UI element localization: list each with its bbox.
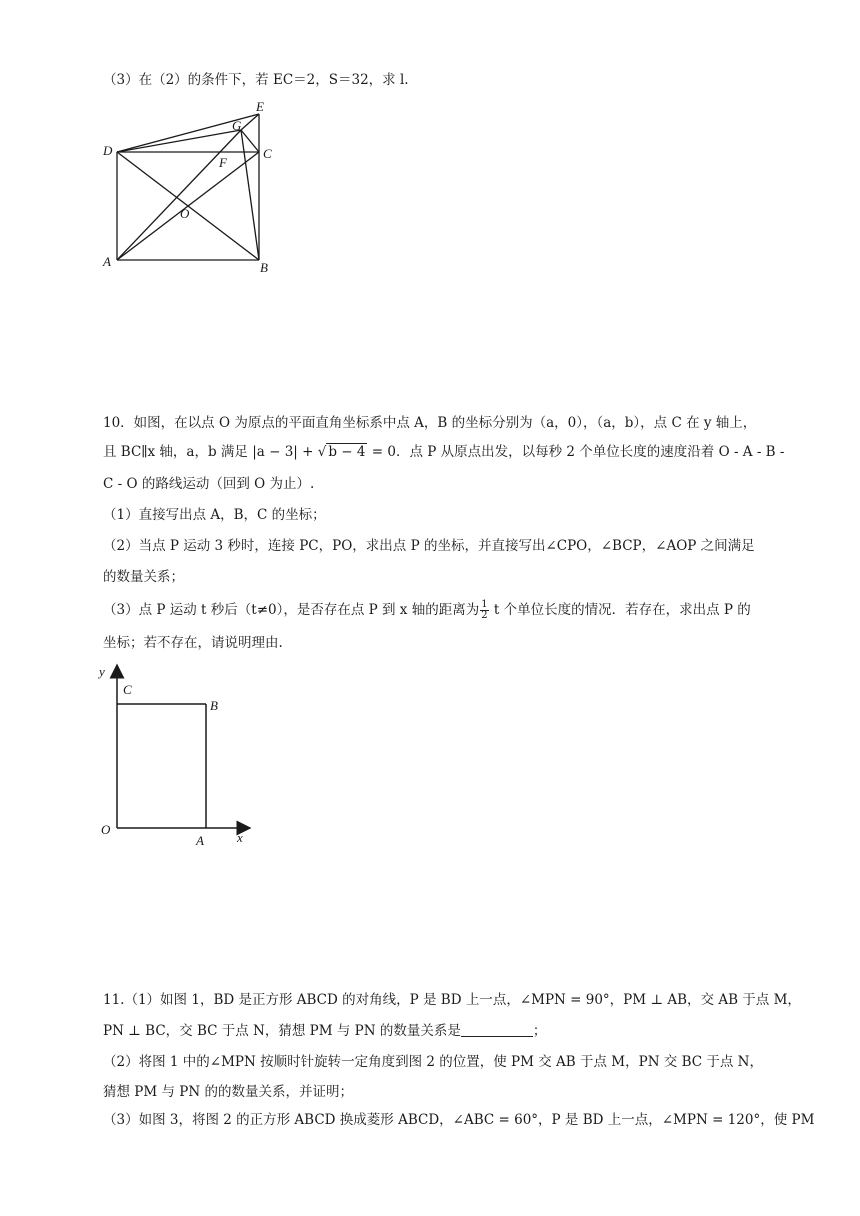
segment-AG	[117, 130, 241, 260]
label-O: O	[101, 822, 111, 837]
label-C: C	[123, 682, 132, 697]
label-B: B	[210, 698, 218, 713]
answer-blank[interactable]	[461, 1022, 533, 1037]
label-A: A	[196, 833, 204, 848]
q10-part3a: （3）点 P 运动 t 秒后（t≠0），是否存在点 P 到 x 轴的距离为 $\frac{1}{2}$ t 个单位长度的情况．若存在，求出点 P 的	[103, 599, 751, 621]
label-B: B	[260, 260, 268, 275]
q10-part2b: 的数量关系；	[103, 569, 184, 585]
label-O: O	[180, 206, 190, 221]
label-F: F	[219, 155, 227, 170]
label-D: D	[103, 143, 113, 158]
label-A: A	[103, 254, 111, 269]
sqrt-term: b − 4	[328, 444, 366, 460]
q10-line2: 且 BC∥x 轴，a，b 满足 |a − 3| + √ b − 4 = 0．点 P 从原点出发，以每秒 2 个单位长度的速度沿着 O - A - B -	[103, 444, 785, 460]
q10-line1: 10．如图，在以点 O 为原点的平面直角坐标系中点 A，B 的坐标分别为（a，0），（a，b），点 C 在 y 轴上，	[103, 415, 757, 431]
q11-part3: （3）如图 3，将图 2 的正方形 ABCD 换成菱形 ABCD，∠ABC = 60°，P 是 BD 上一点，∠MPN = 120°，使 PM	[103, 1112, 815, 1128]
q11-line1: 11.（1）如图 1，BD 是正方形 ABCD 的对角线，P 是 BD 上一点，∠MPN = 90°，PM ⊥ AB，交 AB 于点 M，	[103, 992, 801, 1008]
q9-figure	[95, 98, 295, 278]
label-E: E	[256, 99, 264, 114]
label-G: G	[232, 118, 242, 133]
label-y: y	[99, 664, 105, 679]
q10-part1: （1）直接写出点 A，B，C 的坐标；	[103, 507, 326, 523]
q10-part2a: （2）当点 P 运动 3 秒时，连接 PC，PO，求出点 P 的坐标，并直接写出∠CPO，∠BCP，∠AOP 之间满足	[103, 538, 755, 554]
q9-part3: （3）在（2）的条件下，若 EC＝2，S＝32，求 l.	[103, 72, 409, 88]
fraction-one-half: $\frac{1}{2}$	[481, 599, 488, 621]
q11-part2a: （2）将图 1 中的∠MPN 按顺时针旋转一定角度到图 2 的位置，使 PM 交 AB 于点 M，PN 交 BC 于点 N，	[103, 1054, 763, 1070]
label-C: C	[263, 146, 272, 161]
q10-part3c: 坐标；若不存在，请说明理由.	[103, 635, 283, 651]
q10-line3: C - O 的路线运动（回到 O 为止）.	[103, 476, 315, 492]
q11-line2: PN ⊥ BC，交 BC 于点 N，猜想 PM 与 PN 的数量关系是 ；	[103, 1023, 547, 1039]
label-x: x	[237, 830, 243, 845]
q11-part2b: 猜想 PM 与 PN 的的数量关系，并证明；	[103, 1084, 353, 1100]
q10-figure	[95, 660, 265, 855]
